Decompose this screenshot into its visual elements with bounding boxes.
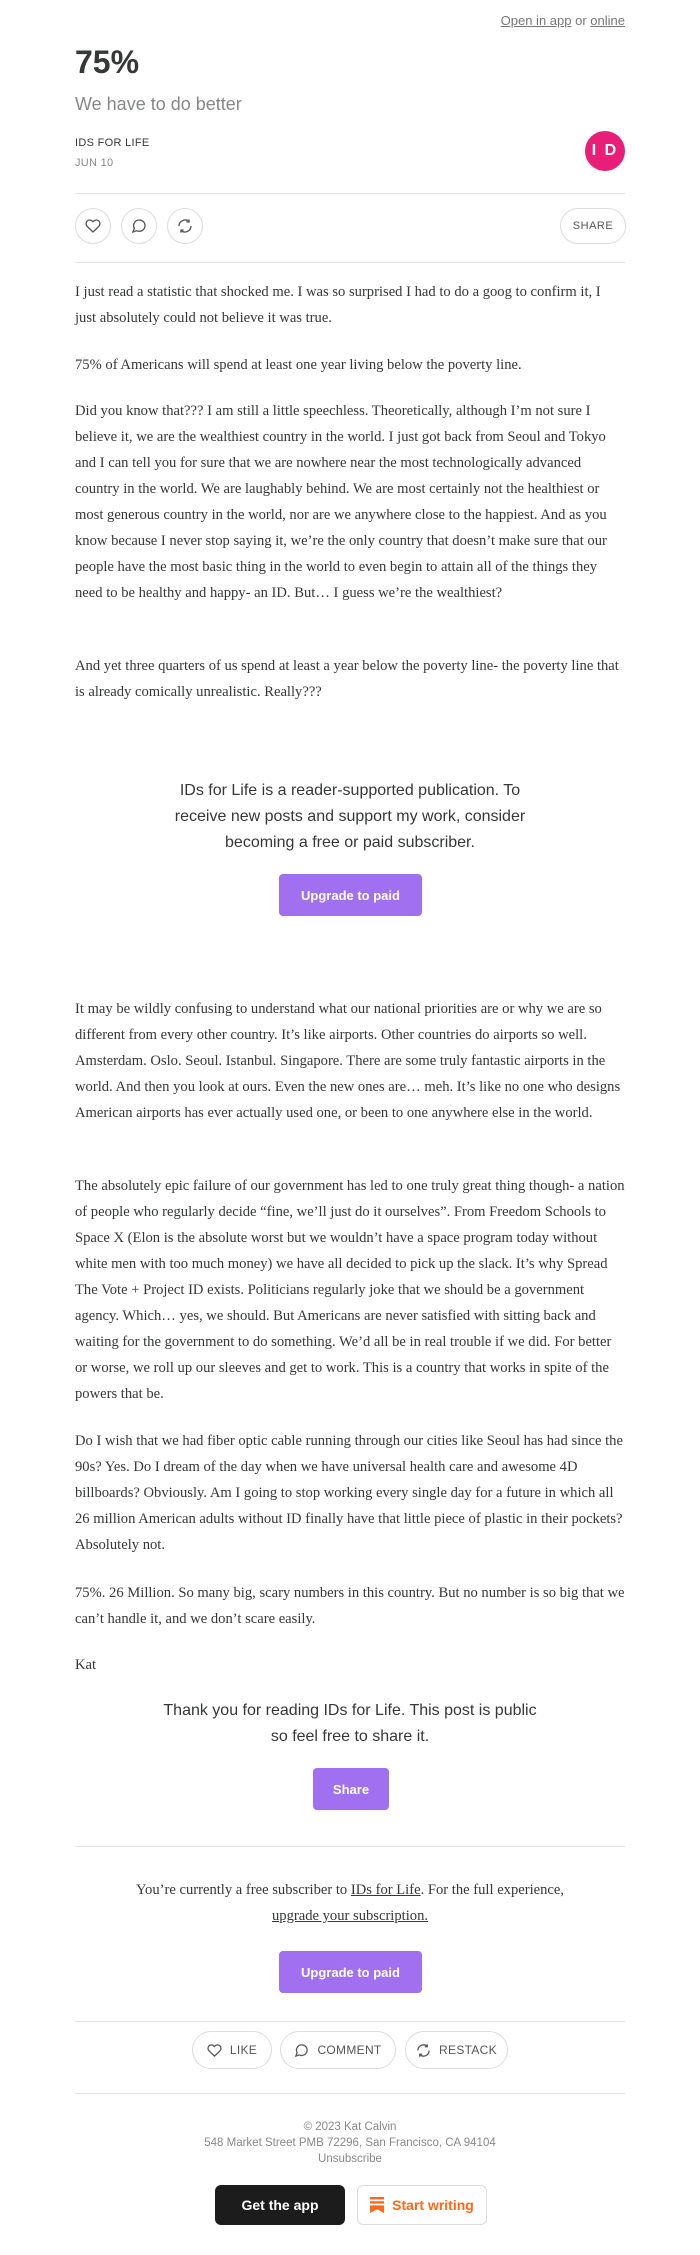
copyright: © 2023 Kat Calvin [303,2121,397,2133]
unsubscribe-link [75,2151,625,2167]
publication-avatar[interactable]: I D [585,131,625,171]
like-label: LIKE [229,2043,258,2057]
heart-icon [207,2043,222,2058]
free-subscriber-notice [75,1877,625,1929]
divider [75,2021,625,2022]
open-in-app-link[interactable]: Open in app [500,13,572,28]
heart-icon [85,218,101,234]
comment-icon [131,218,147,234]
free-sub-middle: . For the full experience, [420,1882,565,1898]
post-subtitle: We have to do better [75,94,242,114]
body-paragraph: Did you know that??? I am still a little speechless. Theoretically, although I’m not sure I believe it, we are the wealthiest country in the world. I just got back from Seoul and Tokyo and I can tell you for sure that we are nowhere near the most technologically advanced country in the world. We are laughably behind. We are most certainly not the healthiest or most generous country in the world, nor are we anywhere close to the happiest. And as you know because I never stop saying it, we’re the only country that doesn’t make sure that our people have the most basic thing in the world to even begin to attain all of the things they need to be healthy and happy- an ID. But… I guess we’re the wealthiest? [75,403,607,601]
address: 548 Market Street PMB 72296, San Francisco, CA 94104 [204,2137,496,2149]
signoff: Kat [75,1657,97,1673]
body-paragraph: 75%. 26 Million. So many big, scary numbers in this country. But no number is so big that we can’t handle it, and we don’t scare easily. [75,1585,625,1627]
publication-name[interactable]: IDS FOR LIFE [75,137,150,149]
footer-comment-button[interactable] [280,2031,396,2069]
like-button[interactable] [75,208,111,244]
top-links [501,13,625,28]
upgrade-to-paid-button[interactable]: Upgrade to paid [279,874,422,916]
post-date: JUN 10 [75,157,114,169]
restack-label: RESTACK [439,2043,497,2057]
share-cta-button[interactable]: Share [313,1768,389,1810]
post-title[interactable]: 75% [75,44,140,80]
share-cta-text: Thank you for reading IDs for Life. This post is public so feel free to share it. [163,1702,537,1745]
body-paragraph: 75% of Americans will spend at least one year living below the poverty line. [75,357,522,373]
substack-logo-icon [370,2197,384,2213]
free-sub-prefix: You’re currently a free subscriber to [135,1882,351,1898]
comment-button[interactable] [121,208,157,244]
divider [75,193,625,194]
footer-upgrade-button[interactable]: Upgrade to paid [279,1951,422,1993]
share-button[interactable]: SHARE [560,208,626,244]
restack-icon [416,2043,431,2058]
comment-icon [294,2043,309,2058]
restack-icon [177,218,193,234]
body-paragraph: And yet three quarters of us spend at least a year below the poverty line- the poverty line that is already comically unrealistic. Really??? [75,658,619,700]
restack-button[interactable] [167,208,203,244]
online-link[interactable]: online [590,13,625,28]
body-paragraph: I just read a statistic that shocked me. I was so surprised I had to do a goog to confirm it, I just absolutely could not believe it was true. [75,284,601,326]
footer-restack-button[interactable] [405,2031,508,2069]
get-the-app-button[interactable]: Get the app [215,2185,345,2225]
or-text: or [575,13,587,28]
upgrade-subscription-link[interactable]: upgrade your subscription. [271,1908,429,1924]
footer-like-button[interactable] [192,2031,272,2069]
start-writing-label: Start writing [392,2197,474,2213]
body-paragraph: The absolutely epic failure of our government has led to one truly great thing though- a nation of people who regularly decide “fine, we’ll just do it ourselves”. From Freedom Schools to Space X (Elon is the absolute worst but we wouldn’t have a space program today without white men with too much money) we have all decided to pick up the slack. It’s why Spread The Vote + Project ID exists. Politicians regularly joke that we should be a government agency. Which… yes, we should. But Americans are never satisfied with sitting back and waiting for the government to do something. We’d all be in real trouble if we did. For better or worse, we roll up our sleeves and get to work. This is a country that works in spite of the powers that be. [75,1178,625,1402]
body-paragraph: It may be wildly confusing to understand what our national priorities are or why we are so different from every other country. It’s like airports. Other countries do airports so well. Amsterdam. Oslo. Seoul. Istanbul. Singapore. There are some truly fantastic airports in the world. And then you look at ours. Even the new ones are… meh. It’s like no one who designs American airports has ever actually used one, or been to one anywhere else in the world. [75,1001,621,1121]
body-paragraph: Do I wish that we had fiber optic cable running through our cities like Seoul has had since the 90s? Yes. Do I dream of the day when we have universal health care and awesome 4D billboards? Obviously. Am I going to stop working every single day for a future in which all 26 million American adults without ID finally have that little piece of plastic in their pockets? Absolutely not. [75,1433,623,1553]
start-writing-button[interactable] [357,2185,487,2225]
publication-link[interactable]: IDs for Life [350,1882,421,1898]
subscribe-cta-text: IDs for Life is a reader-supported publication. To receive new posts and support my work, consider becoming a free or paid subscriber. [174,782,526,851]
divider [75,2093,625,2094]
divider [75,1846,625,1847]
divider [75,262,625,263]
unsubscribe-text[interactable]: Unsubscribe [318,2153,382,2165]
comment-label: COMMENT [317,2043,382,2057]
